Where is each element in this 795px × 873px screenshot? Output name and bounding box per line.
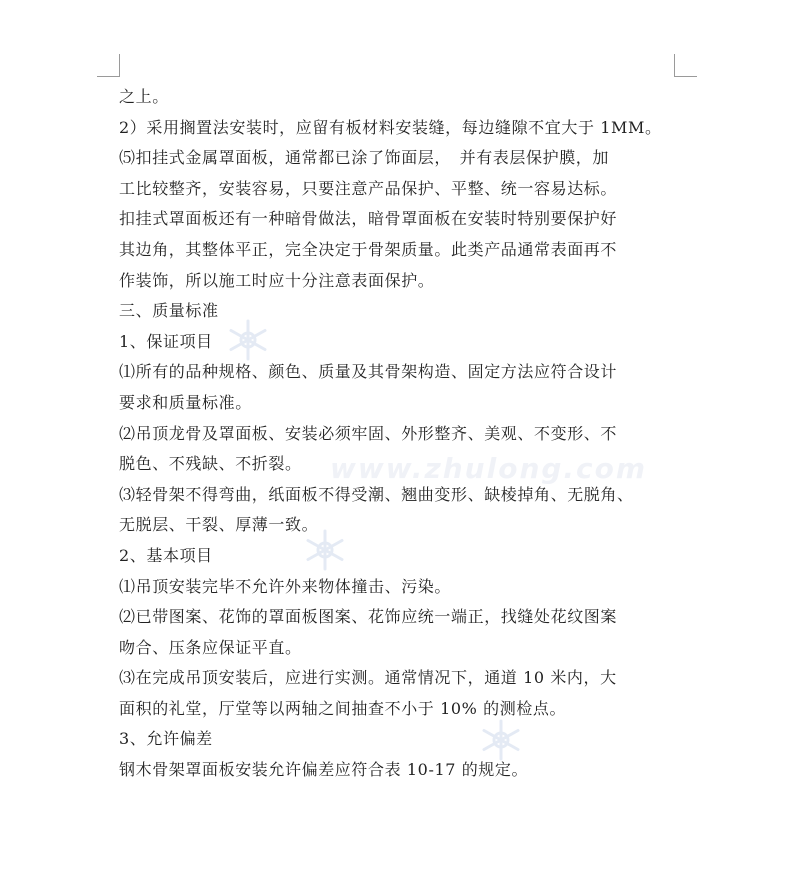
text-line: 之上。	[119, 87, 169, 106]
section-heading: 三、质量标准	[119, 301, 219, 321]
subsection-heading: 3、允许偏差	[119, 729, 213, 749]
site-watermark: www.zhulong.com	[330, 452, 648, 485]
text-line: 钢木骨架罩面板安装允许偏差应符合表 10-17 的规定。	[119, 760, 529, 780]
text-line: 无脱层、干裂、厚薄一致。	[119, 515, 319, 535]
text-line: 其边角，其整体平正，完全决定于骨架质量。此类产品通常表面再不	[119, 239, 618, 259]
text-line: 吻合、压条应保证平直。	[119, 637, 302, 657]
text-line: 作装饰，所以施工时应十分注意表面保护。	[119, 270, 435, 290]
text-line: ⑴吊顶安装完毕不允许外来物体撞击、污染。	[119, 576, 452, 596]
document-body	[119, 82, 679, 786]
text-line: ⑸扣挂式金属罩面板，通常都已涂了饰面层， 并有表层保护膜，加	[119, 148, 610, 168]
text-line: ⑵已带图案、花饰的罩面板图案、花饰应统一端正，找缝处花纹图案	[119, 607, 618, 627]
text-line: 工比较整齐，安装容易，只要注意产品保护、平整、统一容易达标。	[119, 178, 618, 198]
text-line: 脱色、不残缺、不折裂。	[119, 454, 302, 474]
text-line: ⑴所有的品种规格、颜色、质量及其骨架构造、固定方法应符合设计	[119, 362, 618, 382]
text-line: ⑵吊顶龙骨及罩面板、安装必须牢固、外形整齐、美观、不变形、不	[119, 423, 618, 443]
subsection-heading: 1、保证项目	[119, 331, 213, 351]
text-line: 要求和质量标准。	[119, 392, 252, 412]
top-left-margin-mark	[97, 54, 120, 77]
text-line: 扣挂式罩面板还有一种暗骨做法，暗骨罩面板在安装时特别要保护好	[119, 209, 618, 229]
top-right-margin-mark	[674, 54, 697, 77]
text-line: ⑶在完成吊顶安装后，应进行实测。通常情况下，通道 10 米内，大	[119, 668, 617, 688]
subsection-heading: 2、基本项目	[119, 545, 213, 565]
text-line: ⑶轻骨架不得弯曲，纸面板不得受潮、翘曲变形、缺棱掉角、无脱角、	[119, 484, 634, 504]
text-line: 2）采用搁置法安装时，应留有板材料安装缝，每边缝隙不宜大于 1MM。	[119, 117, 662, 137]
text-line: 面积的礼堂，厅堂等以两轴之间抽查不小于 10% 的测检点。	[119, 698, 567, 718]
